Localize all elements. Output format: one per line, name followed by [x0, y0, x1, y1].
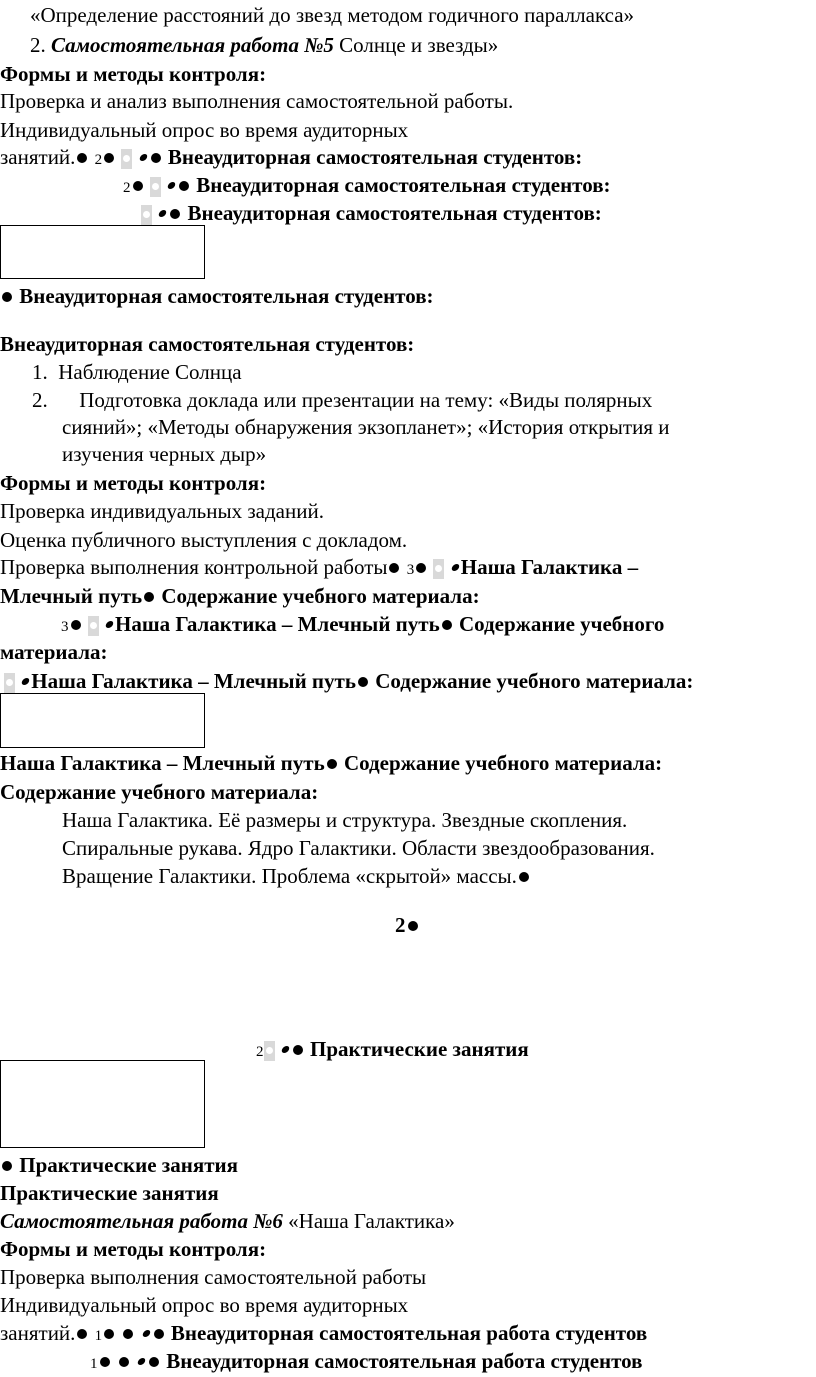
- bullet-icon: [77, 153, 87, 163]
- text-line: Индивидуальный опрос во время аудиторных: [0, 118, 409, 142]
- bullet-icon: [2, 292, 12, 302]
- empty-box: [0, 225, 205, 279]
- section-heading: Формы и методы контроля:: [0, 62, 267, 86]
- section-heading: Формы и методы контроля:: [0, 471, 267, 495]
- marker-icon: [4, 673, 15, 693]
- bullet-icon: [170, 209, 180, 219]
- bullet-icon: [104, 153, 114, 163]
- text-line: занятий. 2 Внеаудиторная самостоятельная студентов:: [0, 145, 583, 169]
- text-line: 1 Внеаудиторная самостоятельная работа студентов: [90, 1349, 643, 1373]
- text-line: Оценка публичного выступления с докладом.: [0, 528, 408, 552]
- bullet-icon: [133, 181, 143, 191]
- empty-box: [0, 1060, 205, 1148]
- bullet-icon: [158, 210, 168, 217]
- bullet-icon: [123, 1329, 133, 1339]
- list-item-cont: сияний»; «Методы обнаружения экзопланет»; «История открытия и: [62, 415, 670, 439]
- list-item: 1. Наблюдение Солнца: [32, 360, 242, 384]
- bullet-icon: [71, 620, 81, 630]
- bullet-icon: [167, 182, 177, 189]
- text-line: Наша Галактика – Млечный путь Содержание учебного материала:: [0, 751, 663, 775]
- section-heading: Формы и методы контроля:: [0, 1237, 267, 1261]
- bullet-icon: [138, 154, 148, 161]
- text-line: Внеаудиторная самостоятельная студентов:: [141, 200, 602, 226]
- bullet-icon: [358, 677, 368, 687]
- bullet-icon: [293, 1045, 303, 1055]
- bullet-icon: [149, 1357, 159, 1367]
- bullet-icon: [144, 592, 154, 602]
- text-line: Проверка выполнения самостоятельной работы: [0, 1265, 427, 1289]
- text-line: 2 Практические занятия: [256, 1037, 529, 1061]
- bullet-icon: [21, 678, 31, 685]
- bullet-icon: [151, 153, 161, 163]
- bullet-icon: [105, 621, 115, 628]
- bullet-icon: [119, 1357, 129, 1367]
- empty-box: [0, 693, 205, 748]
- text-line: Проверка выполнения контрольной работы 3 Наша Галактика –: [0, 555, 639, 579]
- text-line: Вращение Галактики. Проблема «скрытой» массы.: [62, 863, 531, 889]
- text-line: «Определение расстояний до звезд методом годичного параллакса»: [30, 3, 635, 27]
- bullet-icon: [100, 1357, 110, 1367]
- marker-icon: [433, 559, 444, 579]
- text-line: 2: [395, 912, 420, 938]
- text-line: Спиральные рукава. Ядро Галактики. Области звездообразования.: [62, 836, 655, 860]
- bullet-icon: [327, 759, 337, 769]
- bullet-icon: [77, 1329, 87, 1339]
- text-line: Практические занятия: [0, 1152, 238, 1178]
- bullet-icon: [2, 1161, 12, 1171]
- marker-icon: [150, 177, 161, 197]
- bullet-icon: [179, 181, 189, 191]
- marker-icon: [88, 616, 99, 636]
- bullet-icon: [154, 1329, 164, 1339]
- bullet-icon: [442, 620, 452, 630]
- bullet-icon: [389, 563, 399, 573]
- text-line: Проверка индивидуальных заданий.: [0, 499, 324, 523]
- list-item: 2. Подготовка доклада или презентации на тему: «Виды полярных: [32, 388, 653, 412]
- text-line: Наша Галактика – Млечный путь Содержание учебного материала:: [4, 668, 693, 694]
- marker-icon: [141, 205, 152, 225]
- text-line: Проверка и анализ выполнения самостоятельной работы.: [0, 89, 514, 113]
- text-line: Самостоятельная работа №6 «Наша Галактика»: [0, 1209, 455, 1233]
- bullet-icon: [280, 1046, 290, 1053]
- bullet-icon: [416, 563, 426, 573]
- section-heading: Содержание учебного материала:: [0, 780, 319, 804]
- text-line: 2. Самостоятельная работа №5 Солнце и звезды»: [30, 33, 499, 57]
- text-line: Внеаудиторная самостоятельная студентов:: [0, 283, 434, 309]
- section-heading: Внеаудиторная самостоятельная студентов:: [0, 332, 415, 356]
- bullet-icon: [450, 564, 460, 571]
- text-line: материала:: [0, 640, 108, 664]
- list-item-cont: изучения черных дыр»: [62, 442, 267, 466]
- bullet-icon: [137, 1358, 147, 1365]
- marker-icon: [121, 149, 132, 169]
- text-line: Млечный путь Содержание учебного материала:: [0, 584, 480, 608]
- bullet-icon: [408, 921, 418, 931]
- bullet-icon: [141, 1330, 151, 1337]
- section-heading: Практические занятия: [0, 1181, 219, 1205]
- marker-icon: [264, 1041, 275, 1061]
- text-line: Наша Галактика. Её размеры и структура. Звездные скопления.: [62, 808, 628, 832]
- text-line: Индивидуальный опрос во время аудиторных: [0, 1293, 409, 1317]
- text-line: занятий. 1 Внеаудиторная самостоятельная работа студентов: [0, 1321, 648, 1345]
- bullet-icon: [519, 872, 529, 882]
- text-line: 3 Наша Галактика – Млечный путь Содержание учебного: [61, 612, 665, 636]
- bullet-icon: [104, 1329, 114, 1339]
- text-line: 2 Внеаудиторная самостоятельная студентов:: [123, 173, 611, 197]
